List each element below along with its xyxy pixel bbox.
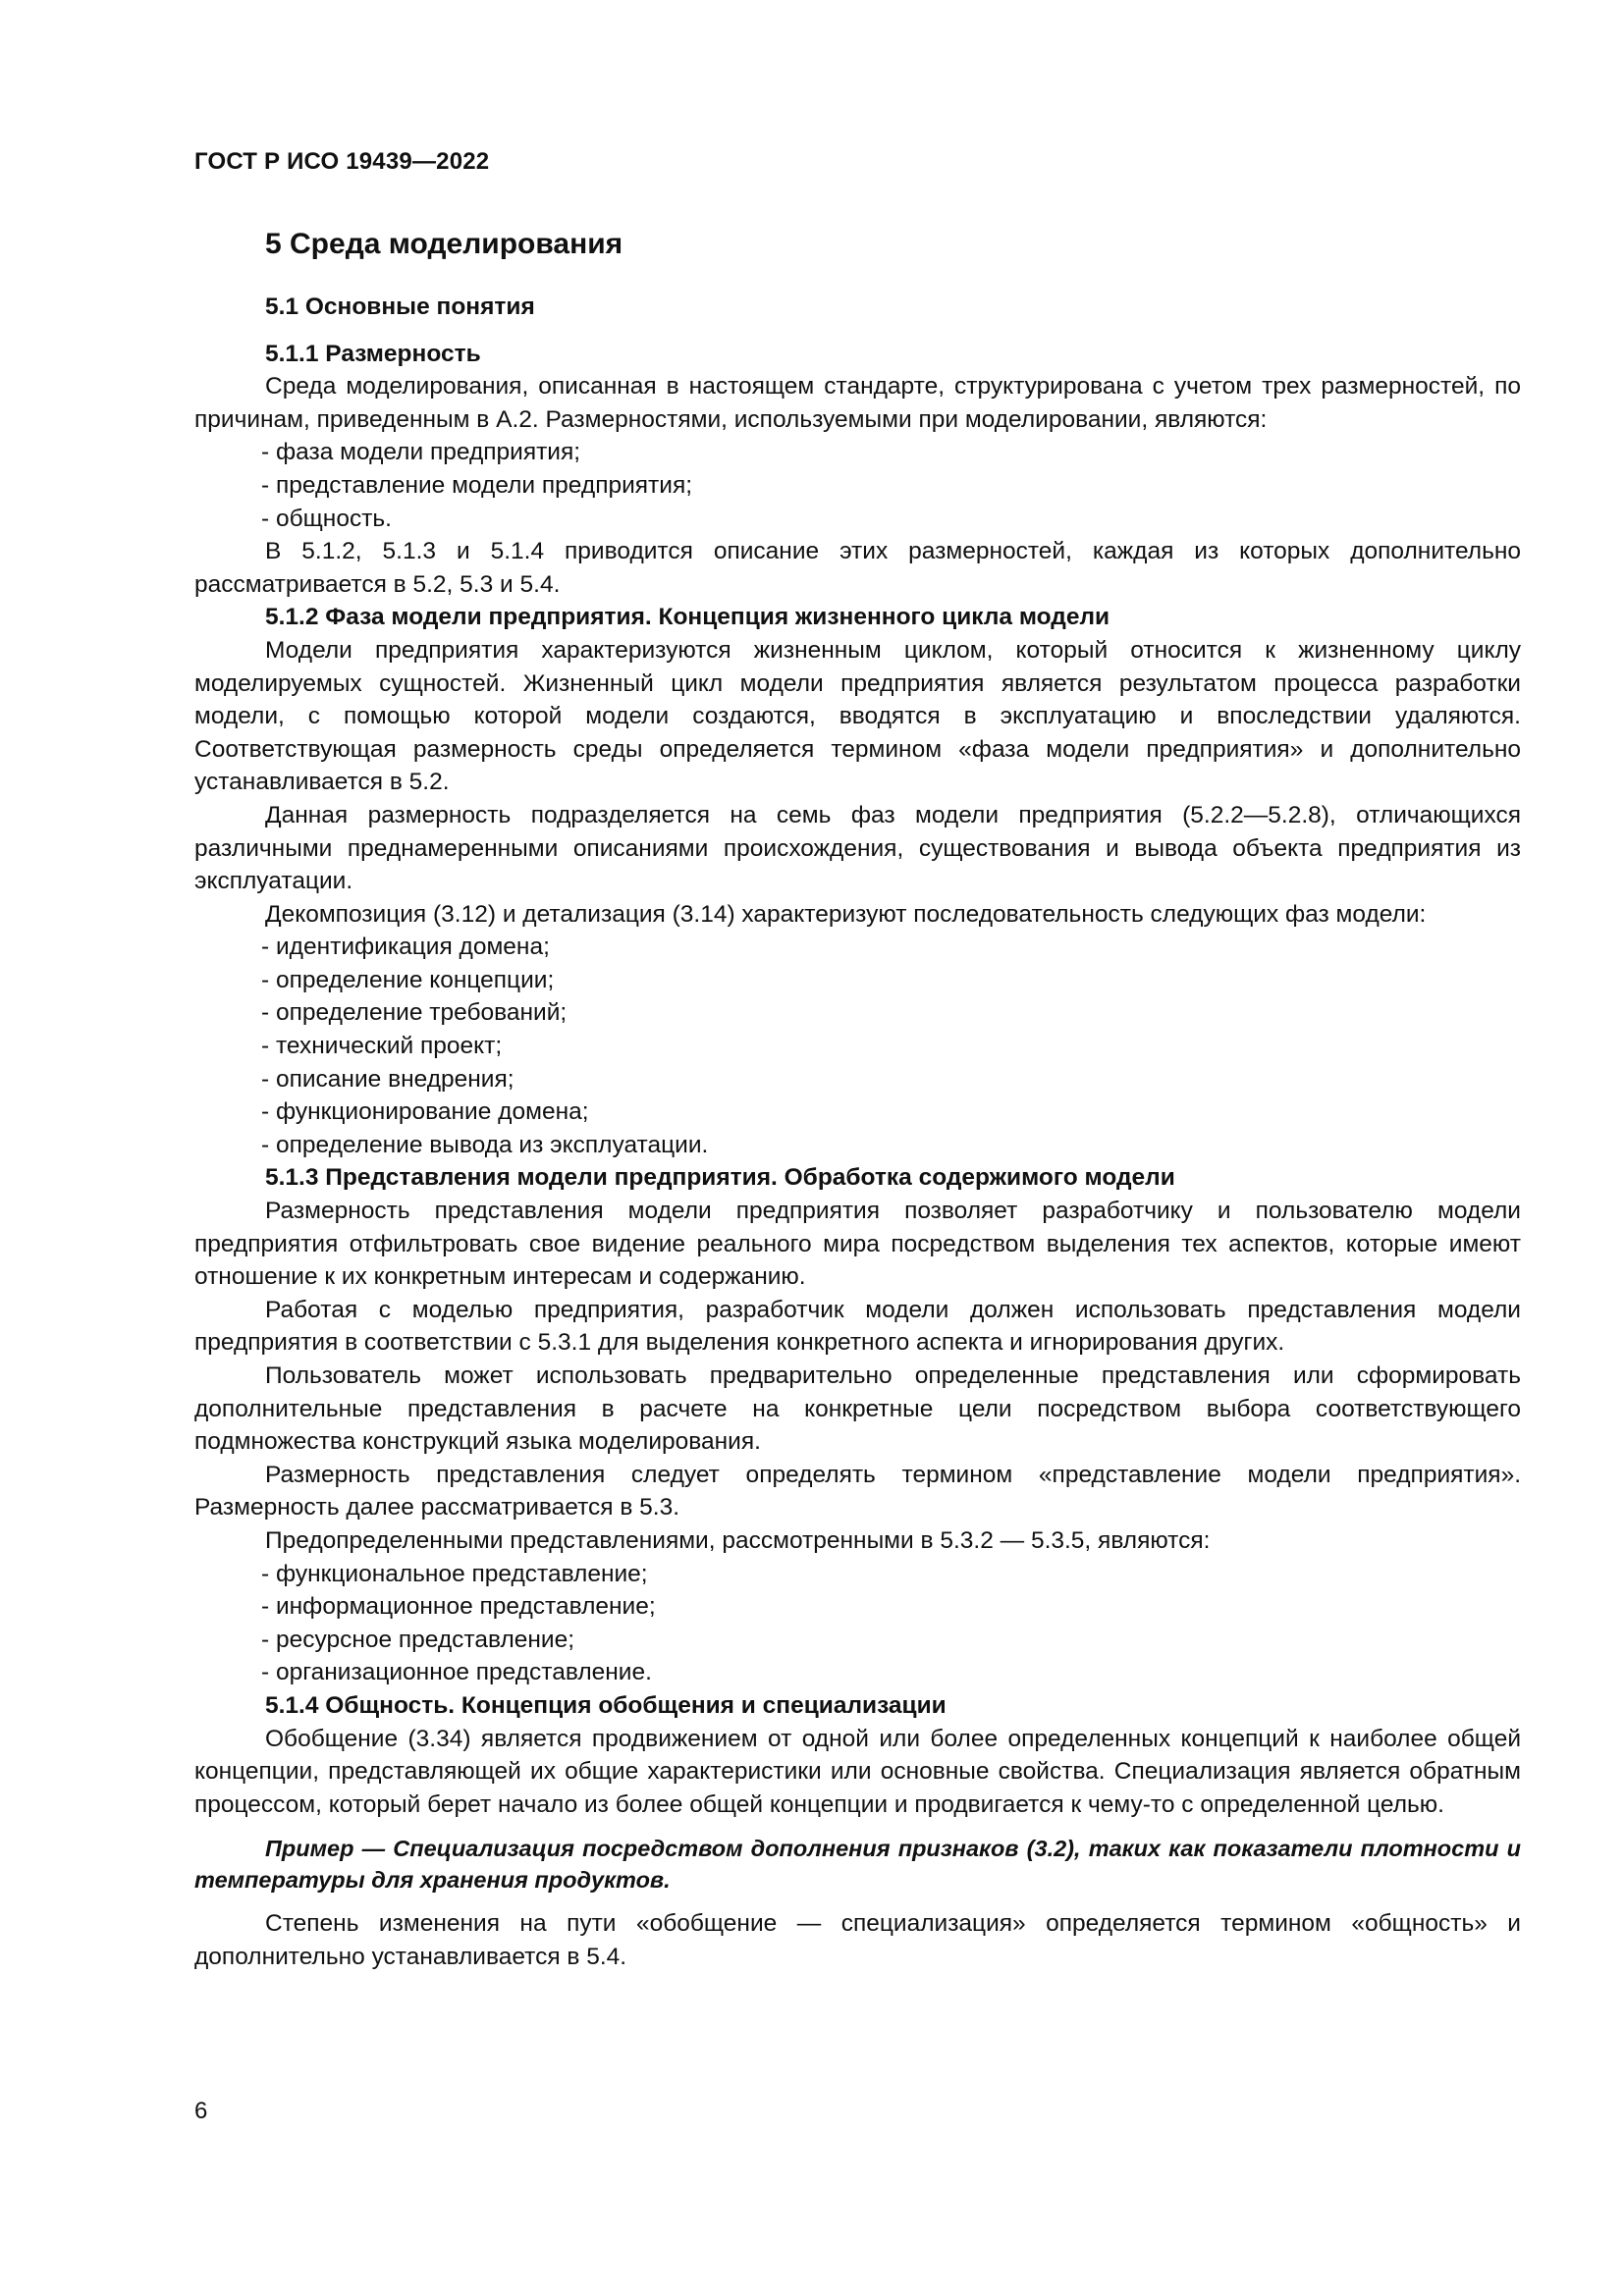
list-item: - организационное представление.	[261, 1656, 1521, 1689]
paragraph: Предопределенными представлениями, рассмотренными в 5.3.2 — 5.3.5, являются:	[265, 1526, 1211, 1554]
paragraph: Данная размерность подразделяется на семь фаз модели предприятия (5.2.2—5.2.8), отличающихся различными преднамеренными описаниями происхождения, существования и вывода объекта предприятия из эксплуатации.	[194, 801, 1521, 895]
list-item: - представление модели предприятия;	[261, 469, 1521, 503]
example-note: Пример — Специализация посредством дополнения признаков (3.2), таких как показатели плотности и температуры для хранения продуктов.	[194, 1836, 1521, 1894]
page-number: 6	[194, 2098, 208, 2124]
list-item: - технический проект;	[261, 1030, 1521, 1063]
list-item: - ресурсное представление;	[261, 1624, 1521, 1657]
list-item: - функциональное представление;	[261, 1558, 1521, 1591]
paragraph: Размерность представления модели предприятия позволяет разработчику и пользователю модели предприятия отфильтровать свое видение реального мира посредством выделения тех аспектов, которые имеют отношение к их конкретным интересам и содержанию.	[194, 1198, 1521, 1291]
clause-heading-5-1-2: 5.1.2 Фаза модели предприятия. Концепция жизненного цикла модели	[265, 604, 1110, 631]
dash-list	[194, 1558, 1521, 1689]
list-item: - определение требований;	[261, 996, 1521, 1030]
list-item: - функционирование домена;	[261, 1095, 1521, 1129]
list-item: - информационное представление;	[261, 1590, 1521, 1624]
list-item: - определение концепции;	[261, 964, 1521, 997]
clause-heading-5-1-3: 5.1.3 Представления модели предприятия. Обработка содержимого модели	[265, 1164, 1175, 1192]
paragraph: Размерность представления следует определять термином «представление модели предприятия». Размерность далее рассматривается в 5.3.	[194, 1461, 1521, 1522]
paragraph: Степень изменения на пути «обобщение — специализация» определяется термином «общность» и дополнительно устанавливается в 5.4.	[194, 1910, 1521, 1970]
subsection-title: 5.1 Основные понятия	[265, 294, 535, 320]
list-item: - идентификация домена;	[261, 931, 1521, 964]
clause-heading-5-1-1: 5.1.1 Размерность	[265, 340, 481, 367]
paragraph: Работая с моделью предприятия, разработчик модели должен использовать представления модели предприятия в соответствии с 5.3.1 для выделения конкретного аспекта и игнорирования других.	[194, 1296, 1521, 1357]
paragraph: В 5.1.2, 5.1.3 и 5.1.4 приводится описание этих размерностей, каждая из которых дополнительно рассматривается в 5.2, 5.3 и 5.4.	[194, 538, 1521, 598]
document-header: ГОСТ Р ИСО 19439—2022	[194, 148, 490, 175]
paragraph: Модели предприятия характеризуются жизненным циклом, который относится к жизненному циклу моделируемых сущностей. Жизненный цикл модели предприятия является результатом процесса разработки модели, с помощью которой модели создаются, вводятся в эксплуатацию и впоследствии удаляются. Соответствующая размерность среды определяется термином «фаза модели предприятия» и дополнительно устанавливается в 5.2.	[194, 636, 1521, 796]
section-title: 5 Среда моделирования	[265, 228, 623, 260]
dash-list	[194, 436, 1521, 535]
paragraph: Обобщение (3.34) является продвижением от одной или более определенных концепций к наиболее общей концепции, представляющей их общие характеристики или основные свойства. Специализация является обратным процессом, который берет начало из более общей концепции и продвигается к чему-то с определенной целью.	[194, 1725, 1521, 1818]
list-item: - определение вывода из эксплуатации.	[261, 1129, 1521, 1162]
paragraph: Пользователь может использовать предварительно определенные представления или сформировать дополнительные представления в расчете на конкретные цели посредством выбора соответствующего подмножества конструкций языка моделирования.	[194, 1362, 1521, 1456]
document-body	[194, 226, 1521, 1974]
paragraph: Декомпозиция (3.12) и детализация (3.14) характеризуют последовательность следующих фаз модели:	[265, 900, 1427, 928]
list-item: - общность.	[261, 503, 1521, 536]
list-item: - описание внедрения;	[261, 1063, 1521, 1096]
list-item: - фаза модели предприятия;	[261, 436, 1521, 469]
paragraph: Среда моделирования, описанная в настоящем стандарте, структурирована с учетом трех размерностей, по причинам, приведенным в А.2. Размерностями, используемыми при моделировании, являются:	[194, 373, 1521, 433]
dash-list	[194, 931, 1521, 1161]
clause-heading-5-1-4: 5.1.4 Общность. Концепция обобщения и специализации	[265, 1691, 947, 1719]
